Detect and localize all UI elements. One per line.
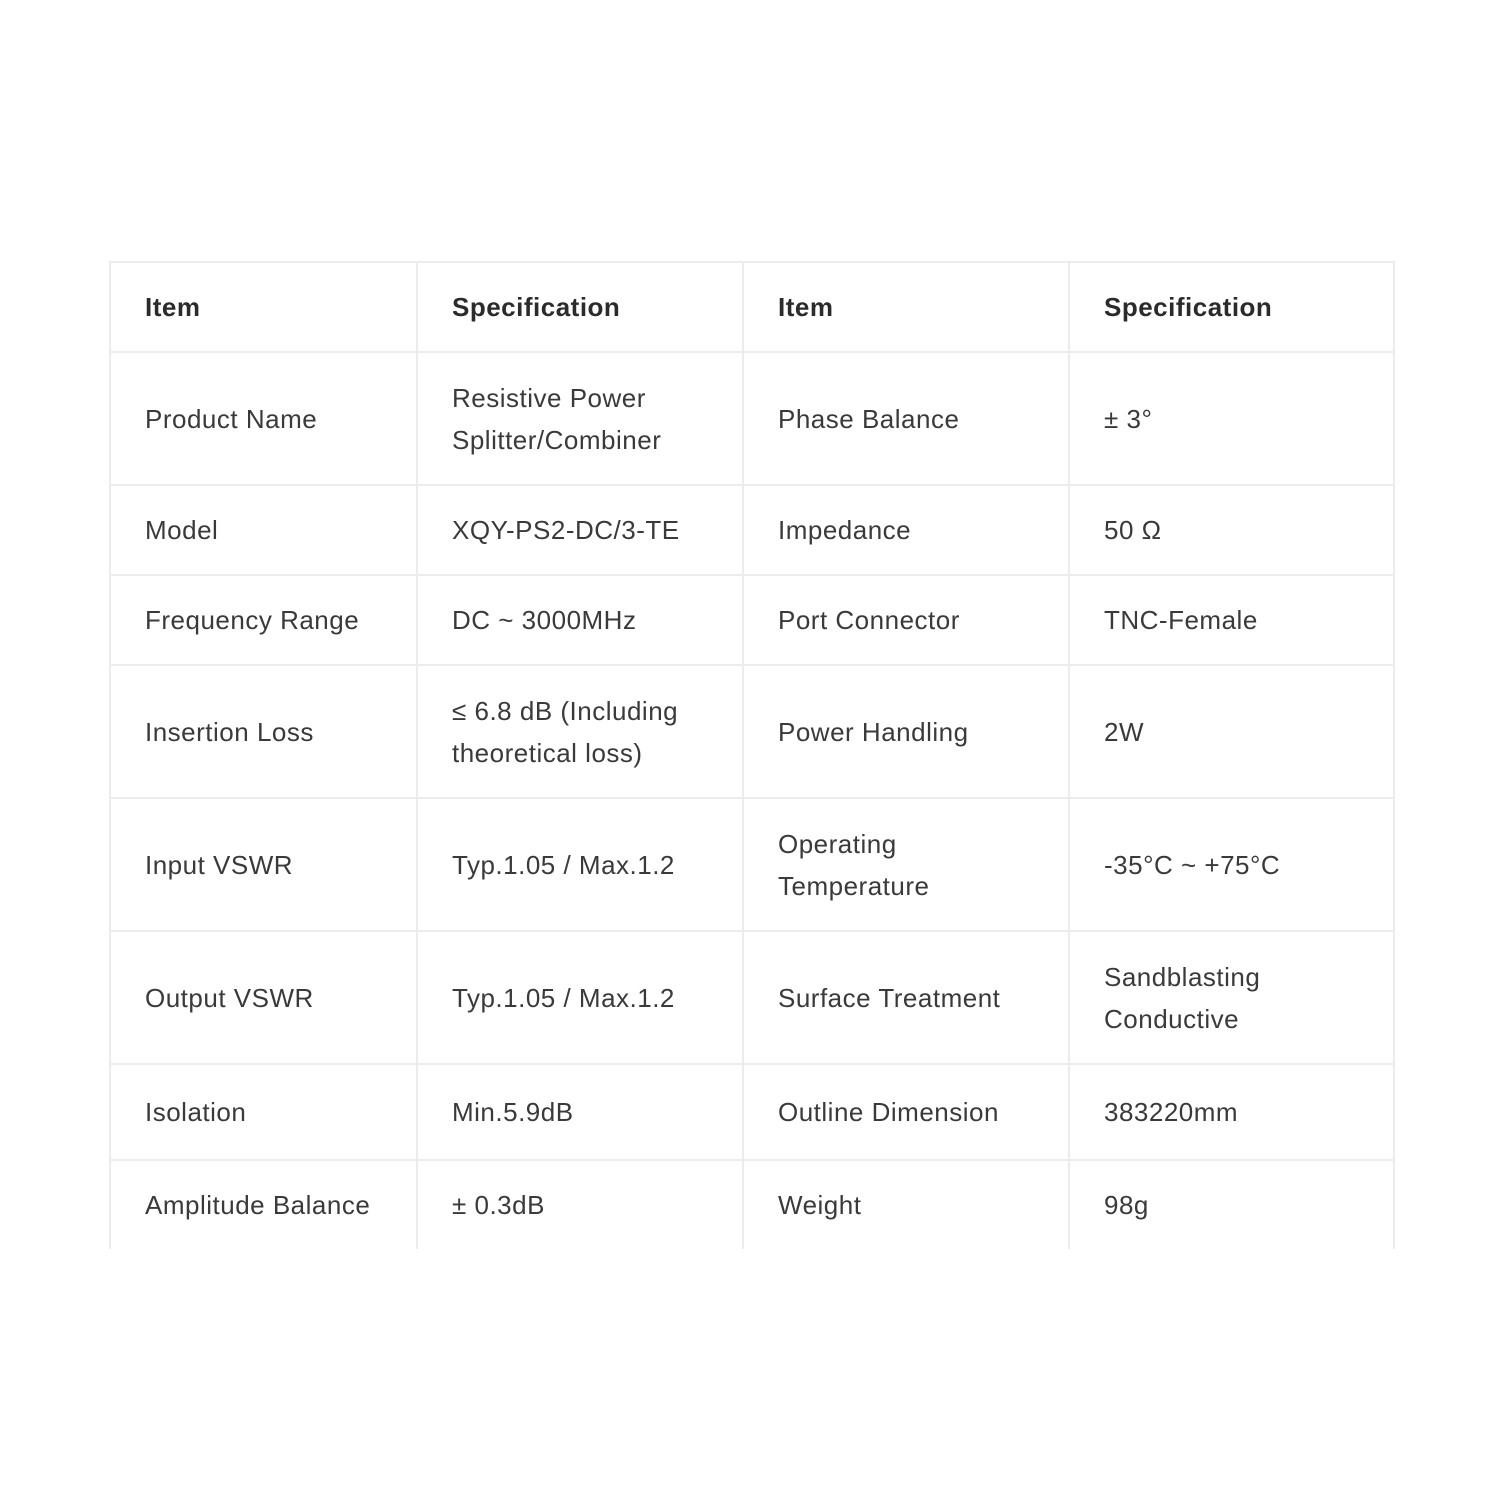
- item-cell: Operating Temperature: [743, 798, 1069, 931]
- table-header-row: [110, 262, 1394, 352]
- spec-cell: ± 3°: [1069, 352, 1394, 485]
- spec-cell: TNC-Female: [1069, 575, 1394, 665]
- table-row: [110, 1064, 1394, 1160]
- item-cell: Input VSWR: [110, 798, 417, 931]
- item-cell: Product Name: [110, 352, 417, 485]
- table-row: [110, 798, 1394, 931]
- table-row: [110, 352, 1394, 485]
- spec-cell: Typ.1.05 / Max.1.2: [417, 931, 743, 1064]
- spec-cell: XQY-PS2-DC/3-TE: [417, 485, 743, 575]
- table-row: [110, 665, 1394, 798]
- spec-cell: 2W: [1069, 665, 1394, 798]
- table-row: [110, 1160, 1394, 1249]
- table-row: [110, 485, 1394, 575]
- item-cell: Impedance: [743, 485, 1069, 575]
- header-specification-1: Specification: [417, 262, 743, 352]
- item-cell: Model: [110, 485, 417, 575]
- item-cell: Weight: [743, 1160, 1069, 1249]
- item-cell: Frequency Range: [110, 575, 417, 665]
- header-specification-2: Specification: [1069, 262, 1394, 352]
- spec-cell: Min.5.9dB: [417, 1064, 743, 1160]
- item-cell: Surface Treatment: [743, 931, 1069, 1064]
- item-cell: Isolation: [110, 1064, 417, 1160]
- spec-cell: Sandblasting Conductive: [1069, 931, 1394, 1064]
- item-cell: Output VSWR: [110, 931, 417, 1064]
- spec-cell: Resistive Power Splitter/Combiner: [417, 352, 743, 485]
- spec-cell: DC ~ 3000MHz: [417, 575, 743, 665]
- spec-cell: ± 0.3dB: [417, 1160, 743, 1249]
- spec-table: [109, 261, 1395, 1249]
- item-cell: Port Connector: [743, 575, 1069, 665]
- item-cell: Outline Dimension: [743, 1064, 1069, 1160]
- table-row: [110, 575, 1394, 665]
- item-cell: Power Handling: [743, 665, 1069, 798]
- header-item-2: Item: [743, 262, 1069, 352]
- spec-cell: 50 Ω: [1069, 485, 1394, 575]
- spec-cell: Typ.1.05 / Max.1.2: [417, 798, 743, 931]
- item-cell: Phase Balance: [743, 352, 1069, 485]
- item-cell: Amplitude Balance: [110, 1160, 417, 1249]
- spec-cell: 98g: [1069, 1160, 1394, 1249]
- header-item-1: Item: [110, 262, 417, 352]
- spec-cell: ≤ 6.8 dB (Including theoretical loss): [417, 665, 743, 798]
- item-cell: Insertion Loss: [110, 665, 417, 798]
- spec-cell: 383220mm: [1069, 1064, 1394, 1160]
- table-row: [110, 931, 1394, 1064]
- spec-cell: -35°C ~ +75°C: [1069, 798, 1394, 931]
